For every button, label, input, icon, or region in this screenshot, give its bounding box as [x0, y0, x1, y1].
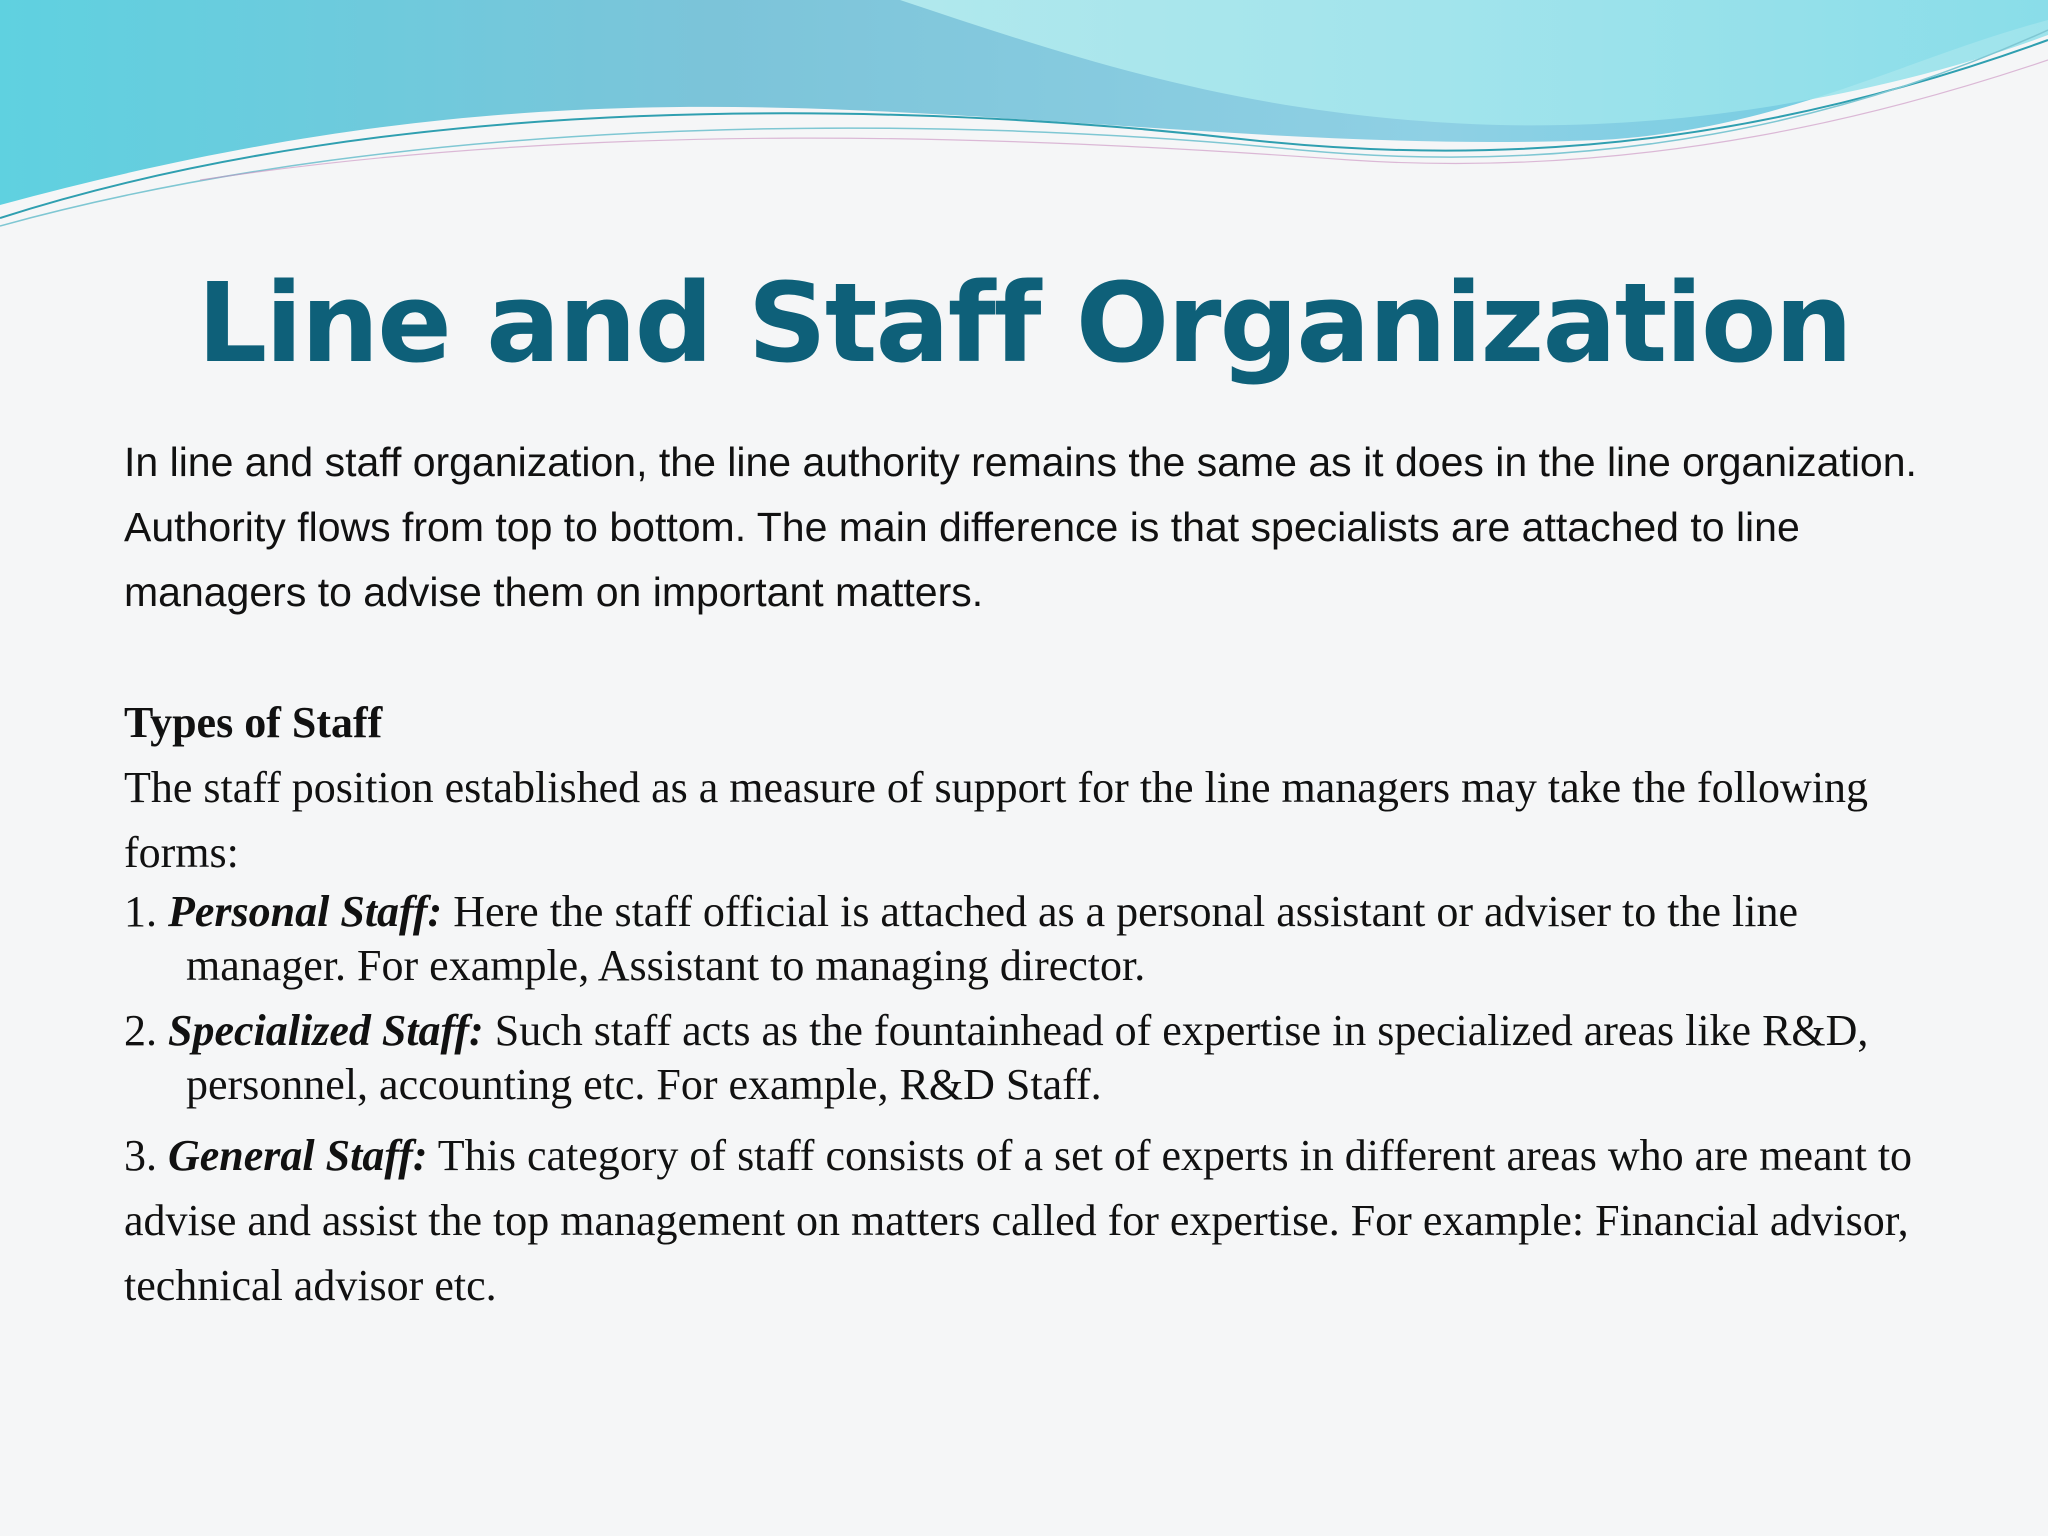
intro-paragraph: In line and staff organization, the line authority remains the same as it does in the line organization. Authority flows from top to bottom. The main difference is that specialists are attached to line managers to advise them on important matters. [124, 439, 1917, 615]
list-item-term: Personal Staff: [168, 887, 443, 936]
list-item-number: 3. [124, 1131, 168, 1180]
slide-title: Line and Staff Organization [197, 259, 1851, 387]
list-item-text: This category of staff consists of a set of experts in different areas who are meant to advise and assist the top management on matters called for expertise. For example: Financial advisor, technical advisor etc. [124, 1131, 1913, 1310]
types-of-staff-description: The staff position established as a measure of support for the line managers may take the following forms: [124, 763, 1869, 877]
list-item-text: Here the staff official is attached as a personal assistant or adviser to the line manager. For example, Assistant to managing director. [186, 887, 1799, 990]
list-item-text: Such staff acts as the fountainhead of expertise in specialized areas like R&D, personnel, accounting etc. For example, R&D Staff. [186, 1006, 1869, 1109]
types-of-staff-section [124, 690, 1964, 1329]
list-item-general-staff [124, 1123, 1964, 1318]
list-item-number: 1. [124, 887, 168, 936]
header-wave-decoration [0, 0, 2048, 260]
list-item-number: 2. [124, 1006, 168, 1055]
staff-types-list [124, 885, 1964, 1318]
types-of-staff-heading: Types of Staff [124, 698, 383, 747]
list-item-specialized-staff [124, 1004, 1964, 1112]
list-item-personal-staff [124, 885, 1964, 993]
list-item-term: Specialized Staff: [168, 1006, 484, 1055]
list-item-term: General Staff: [168, 1131, 428, 1180]
